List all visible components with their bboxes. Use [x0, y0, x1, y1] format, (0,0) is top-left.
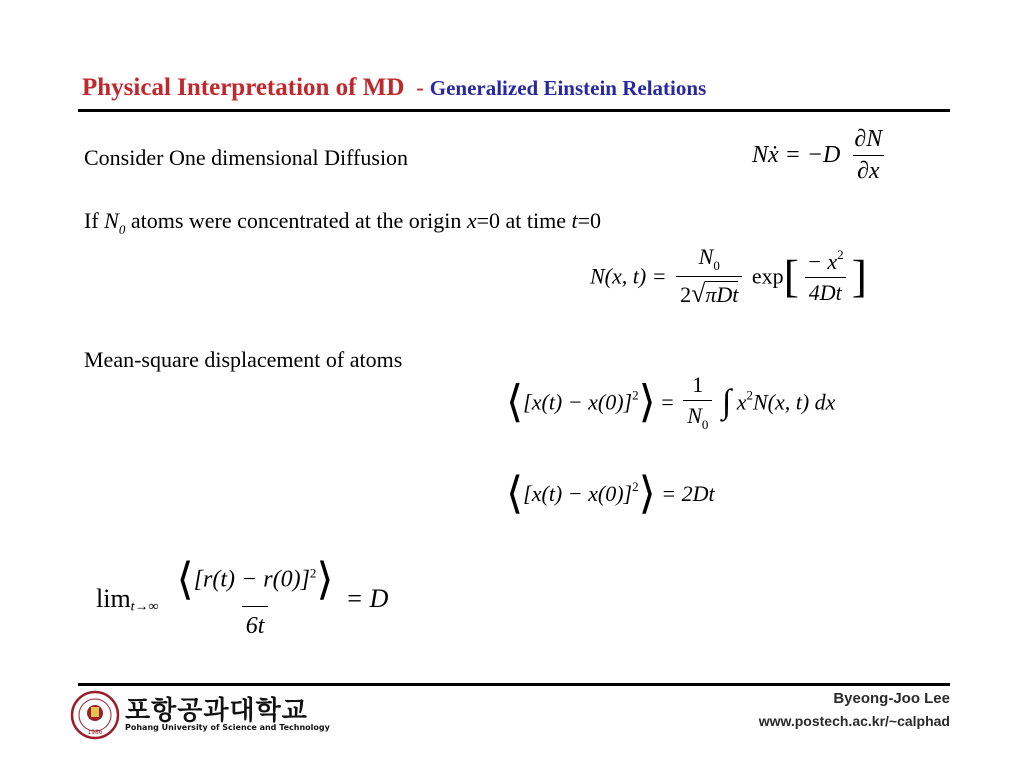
- msd-result-equation: [506, 468, 715, 519]
- angle-left-2: ⟨: [506, 468, 524, 519]
- title-separator: -: [416, 75, 424, 100]
- flux-num: ∂N: [854, 126, 883, 152]
- solution-num-sub: 0: [713, 258, 720, 273]
- msd-result-rhs: = 2Dt: [661, 481, 715, 506]
- limit-rhs: = D: [345, 584, 389, 613]
- bracket-left: [: [783, 250, 799, 302]
- if-n: N: [104, 208, 119, 233]
- msd-den-sub: 0: [701, 417, 709, 432]
- if-eq0: =0 at time: [476, 208, 572, 233]
- lim-sub: t→∞: [130, 599, 159, 615]
- flux-equation: [752, 126, 890, 185]
- limit-den: 6t: [242, 606, 269, 640]
- integrand-sup: 2: [746, 387, 753, 403]
- solution-lhs: N(x, t) =: [590, 263, 667, 289]
- diffusion-line: Consider One dimensional Diffusion: [84, 145, 409, 170]
- if-n-sub: 0: [118, 222, 126, 237]
- logo-english: Pohang University of Science and Technology: [125, 723, 330, 732]
- integrand-rest: N(x, t) dx: [752, 389, 836, 415]
- flux-lhs: Nẋ = −D: [752, 142, 841, 168]
- title-rule: [78, 109, 950, 112]
- solution-den-root: πDt: [705, 282, 739, 307]
- msd-integral-equation: [506, 372, 835, 433]
- flux-fraction: [850, 126, 886, 185]
- flux-den: ∂x: [853, 155, 884, 185]
- integral-sign: ∫: [721, 383, 732, 421]
- msd-inner: [x(t) − x(0)]: [523, 389, 633, 415]
- solution-den-pre: 2: [680, 282, 692, 307]
- exp-fraction: [803, 247, 848, 306]
- limit-equation: [96, 554, 389, 640]
- msd-sup: 2: [632, 387, 639, 403]
- integrand-x: x: [736, 389, 747, 415]
- msd-den: N: [687, 403, 702, 428]
- msd-eq: =: [661, 389, 674, 415]
- if-end: =0: [577, 208, 602, 233]
- logo-korean: 포항공과대학교: [125, 696, 308, 726]
- exp-num-sup: 2: [837, 247, 844, 262]
- angle-right: ⟩: [638, 376, 656, 428]
- solution-equation: [590, 244, 867, 309]
- title-main: Physical Interpretation of MD: [82, 74, 405, 101]
- msd-fraction: [683, 372, 712, 433]
- msd-result-inner: [x(t) − x(0)]: [523, 481, 633, 506]
- author-url: www.postech.ac.kr/~calphad: [758, 713, 950, 729]
- footer-rule: [78, 683, 950, 686]
- solution-fraction: [676, 244, 742, 309]
- limit-num-inner: [r(t) − r(0)]: [193, 566, 310, 593]
- angle-right-2: ⟩: [638, 468, 656, 519]
- angle-left: ⟨: [506, 376, 524, 428]
- seal-year: 1986: [87, 729, 103, 736]
- limit-fraction: [175, 554, 336, 640]
- slide-title: [82, 74, 706, 102]
- exp-num: − x: [806, 249, 838, 274]
- if-mid: atoms were concentrated at the origin: [125, 208, 467, 233]
- seal-icon: [70, 690, 120, 740]
- initial-condition-line: [84, 208, 601, 238]
- author-name: Byeong-Joo Lee: [833, 690, 950, 707]
- sqrt-sign: √: [691, 279, 706, 308]
- if-t: t: [571, 208, 578, 233]
- if-x: x: [466, 208, 477, 233]
- if-prefix: If: [84, 208, 105, 233]
- msd-num: 1: [692, 372, 704, 397]
- angle-right-3: ⟩: [316, 554, 334, 605]
- msd-result-sup: 2: [632, 479, 639, 495]
- msd-line: Mean-square displacement of atoms: [84, 347, 403, 372]
- title-subtitle: Generalized Einstein Relations: [429, 76, 707, 100]
- solution-exp: exp: [751, 263, 784, 289]
- solution-num: N: [698, 244, 714, 269]
- lim: lim: [96, 584, 131, 613]
- limit-num-sup: 2: [309, 565, 317, 581]
- angle-left-3: ⟨: [176, 554, 194, 605]
- exp-den: 4Dt: [805, 277, 846, 306]
- bracket-right: ]: [851, 250, 867, 302]
- university-seal: [70, 690, 120, 740]
